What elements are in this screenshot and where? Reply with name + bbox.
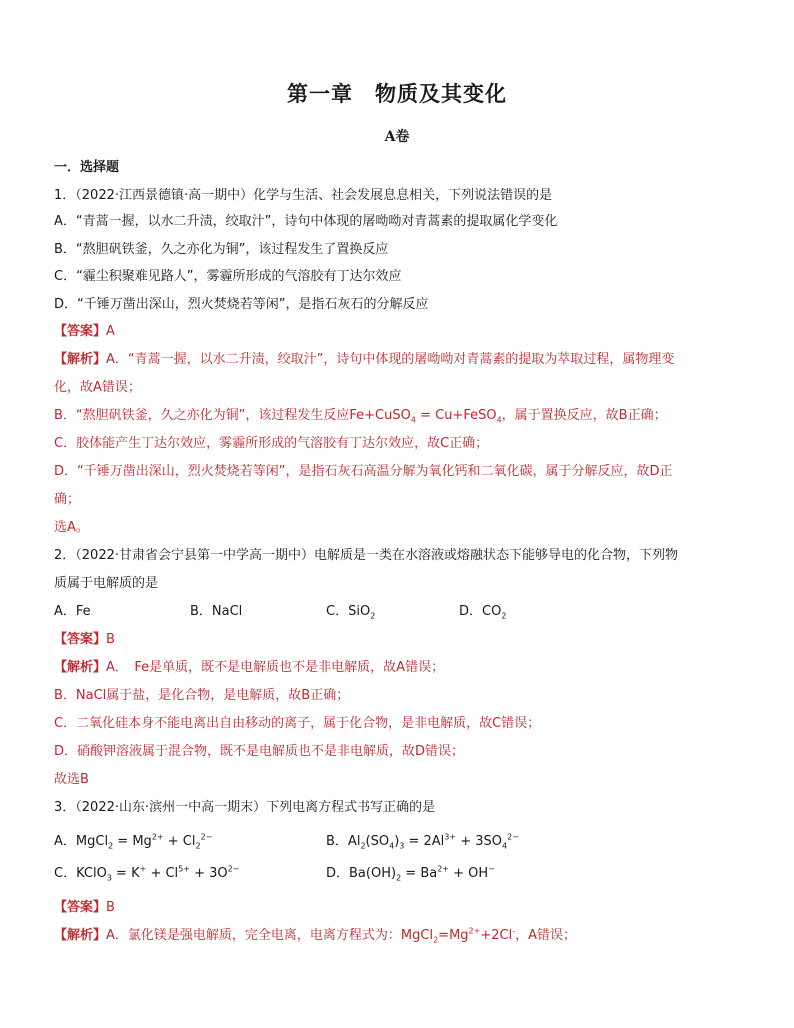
superscript: 2+: [151, 832, 164, 842]
q3-option-a: [54, 832, 212, 852]
q3-analysis-a: [54, 926, 754, 946]
superscript: 2−: [227, 864, 240, 874]
answer-value: B: [106, 900, 115, 915]
analysis-b-text: B．“熬胆矾铁釜，久之亦化为铜”，该过程发生反应Fe+CuSO: [54, 408, 411, 423]
q1-conclusion: 选A。: [54, 520, 89, 535]
superscript: −: [488, 864, 495, 874]
formula-part: + OH: [449, 866, 489, 881]
answer-label: 【答案】: [54, 900, 107, 915]
chapter-name: 物质及其变化: [375, 81, 507, 106]
formula-part: + 3O: [189, 866, 228, 881]
subscript: 2: [360, 841, 366, 851]
q1-option-d: D．“千锤万凿出深山，烈火焚烧若等闲”，是指石灰石的分解反应: [54, 297, 429, 312]
q3-option-d: [326, 864, 495, 884]
option-text: D．CO: [459, 604, 502, 619]
formula-part: + Cl: [146, 866, 179, 881]
q2-analysis-d: D．硝酸钾溶液属于混合物，既不是电解质也不是非电解质，故D错误；: [54, 744, 465, 759]
subscript: 3: [399, 841, 405, 851]
analysis-text: A．“青蒿一握，以水二升渍，绞取汁”，诗句中体现的屠呦呦对青蒿素的提取为萃取过程，属物理变: [106, 352, 675, 367]
subscript: 4: [389, 841, 395, 851]
option-label: C．: [54, 866, 77, 881]
formula-part: MgCl: [75, 834, 109, 849]
analysis-label: 【解析】: [54, 928, 107, 943]
superscript: 2−: [507, 832, 519, 842]
q1-analysis-a2: 化，故A错误；: [54, 380, 141, 395]
formula-part: KClO: [76, 866, 107, 881]
analysis-text: A． Fe是单质，既不是电解质也不是非电解质，故A错误；: [106, 660, 445, 675]
volume-label: A卷: [384, 129, 410, 145]
analysis-b-text: ，属于置换反应，故B正确；: [501, 408, 667, 423]
analysis-b-text: = Cu+FeSO: [415, 408, 497, 423]
formula-part: ): [394, 834, 400, 849]
q3-option-c: [54, 864, 239, 884]
analysis-text: ，A错误；: [515, 928, 576, 943]
q2-analysis-b: B．NaCl属于盐，是化合物，是电解质，故B正确；: [54, 688, 350, 703]
subscript: 2: [433, 935, 439, 945]
q1-analysis-a1: [54, 350, 754, 370]
formula-part: = Ba: [401, 866, 438, 881]
q1-option-c: C．“霾尘积聚难见路人”，雾霾所形成的气溶胶有丁达尔效应: [54, 269, 402, 284]
subscript: 3: [106, 873, 112, 883]
superscript: +: [139, 864, 147, 874]
subscript: 2: [108, 841, 114, 851]
formula-part: = Mg: [113, 834, 152, 849]
q1-option-b: B．“熬胆矾铁釜，久之亦化为铜”，该过程发生了置换反应: [54, 242, 389, 257]
analysis-label: 【解析】: [54, 352, 107, 367]
q1-analysis-d1: D．“千锤万凿出深山，烈火焚烧若等闲”，是指石灰石高温分解为氧化钙和二氧化碳，属于分解反应，故D正: [54, 464, 673, 479]
q2-option-c: [326, 602, 375, 622]
q3-stem: 3．（2022·山东·滨州一中高一期末）下列电离方程式书写正确的是: [54, 800, 436, 815]
subscript: 2: [396, 873, 402, 883]
formula-part: + 3SO: [456, 834, 503, 849]
section-heading: 一．选择题: [54, 160, 120, 175]
q1-analysis-b: [54, 406, 754, 426]
superscript: 2+: [468, 926, 481, 936]
analysis-text: +2Cl: [480, 928, 513, 943]
option-text: C．SiO: [326, 604, 371, 619]
superscript: 2−: [200, 832, 213, 842]
q3-answer: [54, 898, 754, 918]
superscript: 3+: [444, 832, 457, 842]
superscript: -: [512, 926, 516, 936]
option-label: B．: [326, 834, 348, 849]
q2-option-a: A．Fe: [54, 604, 91, 619]
q1-analysis-c: C．胶体能产生丁达尔效应，雾霾所形成的气溶胶有丁达尔效应，故C正确；: [54, 436, 489, 451]
q2-conclusion: 故选B: [54, 772, 89, 787]
q1-answer: [54, 322, 754, 342]
q2-option-b: B．NaCl: [190, 604, 243, 619]
q1-option-a: A．“青蒿一握，以水二升渍，绞取汁”，诗句中体现的屠呦呦对青蒿素的提取属化学变化: [54, 214, 558, 229]
answer-value: A: [106, 324, 115, 339]
q2-stem-line1: 2．（2022·甘肃省会宁县第一中学高一期中）电解质是一类在水溶液或熔融状态下能够导电的化合物，下列物: [54, 548, 678, 563]
analysis-text: A．氯化镁是强电解质，完全电离，电离方程式为：MgCl: [106, 928, 434, 943]
q2-option-d: [459, 602, 506, 622]
subscript: 2: [501, 611, 507, 621]
answer-value: B: [106, 632, 115, 647]
answer-label: 【答案】: [54, 632, 107, 647]
subscript: 4: [496, 415, 502, 425]
q2-answer: [54, 630, 754, 650]
analysis-label: 【解析】: [54, 660, 107, 675]
q1-stem: 1．（2022·江西景德镇·高一期中）化学与生活、社会发展息息相关，下列说法错误的是: [54, 188, 553, 203]
analysis-text: =Mg: [438, 928, 469, 943]
superscript: 5+: [178, 864, 190, 874]
answer-label: 【答案】: [54, 324, 107, 339]
subscript: 2: [370, 611, 376, 621]
chapter-number: 第一章: [287, 81, 353, 106]
superscript: 2+: [437, 864, 449, 874]
formula-part: = 2Al: [404, 834, 445, 849]
chapter-title: [0, 78, 794, 108]
subscript: 4: [502, 841, 508, 851]
formula-part: Ba(OH): [349, 866, 397, 881]
formula-part: = K: [111, 866, 140, 881]
formula-part: Al: [347, 834, 361, 849]
option-label: A．: [54, 834, 76, 849]
formula-part: (SO: [365, 834, 390, 849]
formula-part: + Cl: [163, 834, 196, 849]
subscript: 2: [195, 841, 201, 851]
q2-analysis-c: C．二氧化硅本身不能电离出自由移动的离子，属于化合物，是非电解质，故C错误；: [54, 716, 541, 731]
subscript: 4: [410, 415, 416, 425]
q1-analysis-d2: 确；: [54, 492, 81, 507]
option-label: D．: [326, 866, 350, 881]
q2-stem-line2: 质属于电解质的是: [54, 576, 159, 591]
q3-option-b: [326, 832, 519, 852]
q2-analysis-a: [54, 658, 754, 678]
